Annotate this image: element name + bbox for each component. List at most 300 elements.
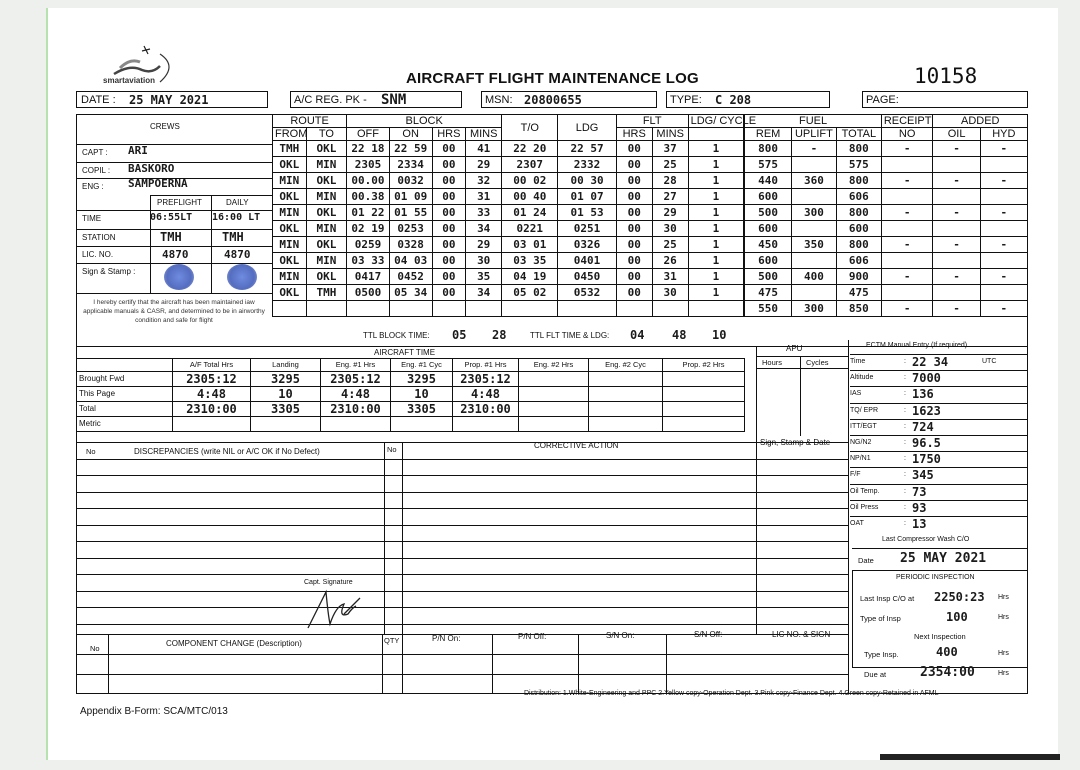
flight-cell-cyc: 1: [688, 269, 744, 285]
eng-label: ENG :: [82, 182, 104, 191]
flight-row: [273, 237, 1028, 253]
last-insp-label: Last Insp C/O at: [860, 594, 915, 603]
ectm-value: 345: [912, 468, 934, 483]
flight-cell-on: 05 34: [389, 285, 432, 301]
hyd-header: HYD: [980, 128, 1027, 141]
flt-mins-header: MINS: [652, 128, 688, 141]
total-header: TOTAL: [836, 128, 881, 141]
flight-cell-hyd: [980, 189, 1027, 205]
flight-cell-to-t: 03 35: [502, 253, 558, 269]
ectm-row: [850, 451, 1028, 467]
flight-cell-mins: 34: [466, 285, 502, 301]
flight-cell-hyd: -: [980, 205, 1027, 221]
ectm-label: Time: [850, 358, 866, 365]
flight-cell-off: 0417: [347, 269, 390, 285]
flight-cell-rem: 575: [744, 157, 791, 173]
flight-cell-rec: -: [881, 301, 933, 317]
cycle-subheader: [688, 128, 744, 141]
flight-cell-from: OKL: [273, 253, 307, 269]
route-header: ROUTE: [273, 115, 347, 128]
last-insp-value: 2250:23: [934, 590, 985, 604]
next-type-unit: Hrs: [998, 650, 1009, 657]
flight-cell-hrs: 00: [432, 173, 466, 189]
flight-cell-rem: 475: [744, 285, 791, 301]
type-box: [666, 91, 830, 108]
ectm-row: [850, 516, 1028, 532]
flight-cell-off: 02 19: [347, 221, 390, 237]
component-no-label: No: [90, 644, 100, 653]
discrepancy-rule-line: [76, 607, 848, 608]
msn-label: MSN:: [485, 94, 513, 106]
aircraft-time-value: 3305: [391, 401, 453, 416]
time-label: TIME: [82, 214, 102, 223]
flight-cell-uplift: 350: [791, 237, 836, 253]
flight-cell-rec: [881, 157, 933, 173]
flight-cell-to: OKL: [306, 269, 346, 285]
flight-cell-flt-mins: 27: [652, 189, 688, 205]
flight-cell-ldg: 00 30: [558, 173, 616, 189]
ttl-block-hrs: 05: [452, 328, 467, 342]
flight-cell-ldg: 2332: [558, 157, 616, 173]
flight-cell-off: 0259: [347, 237, 390, 253]
ectm-value: 1750: [912, 452, 941, 467]
aircraft-time-col-header: Prop. #2 Hrs: [663, 359, 745, 372]
ectm-label: OAT: [850, 520, 864, 527]
flight-cell-from: [273, 301, 307, 317]
ectm-colon: :: [904, 520, 906, 527]
flight-cell-ldg: 0532: [558, 285, 616, 301]
ectm-row: [850, 467, 1028, 483]
aircraft-time-table: [76, 358, 745, 432]
flight-cell-rem: 500: [744, 205, 791, 221]
copil-value: BASKORO: [128, 162, 175, 175]
flight-cell-flt-mins: 37: [652, 141, 688, 157]
flight-cell-flt-hrs: 00: [616, 141, 652, 157]
to-header: T/O: [502, 115, 558, 141]
uplift-header: UPLIFT: [791, 128, 836, 141]
rem-header: REM: [744, 128, 791, 141]
flight-cell-to-t: 22 20: [502, 141, 558, 157]
ectm-value: 724: [912, 419, 934, 434]
aircraft-time-value: [663, 386, 745, 401]
flight-cell-hyd: -: [980, 237, 1027, 253]
type-insp-label: Type of Insp: [860, 614, 901, 623]
flight-cell-off: 00.38: [347, 189, 390, 205]
ectm-label: Altitude: [850, 374, 874, 382]
aircraft-time-value: 10: [391, 386, 453, 401]
flight-cell-on: 04 03: [389, 253, 432, 269]
flight-cell-on: 01 55: [389, 205, 432, 221]
flight-cell-from: OKL: [273, 221, 307, 237]
flight-cell-rec: [881, 253, 933, 269]
flight-cell-from: MIN: [273, 269, 307, 285]
flight-cell-oil: -: [933, 301, 980, 317]
flight-cell-to-t: 00 40: [502, 189, 558, 205]
hrs-header: HRS: [432, 128, 466, 141]
flight-cell-total: 800: [836, 237, 881, 253]
ttl-ldg: 10: [712, 328, 727, 342]
flight-cell-to-t: 01 24: [502, 205, 558, 221]
flight-cell-flt-mins: [652, 301, 688, 317]
flight-cell-hyd: -: [980, 173, 1027, 189]
component-title: COMPONENT CHANGE (Description): [166, 639, 302, 648]
flight-row: [273, 301, 1028, 317]
ectm-label: F/F: [850, 471, 861, 479]
flight-cell-total: 800: [836, 173, 881, 189]
aircraft-time-value: 2305:12: [453, 371, 519, 386]
aircraft-time-value: 2310:00: [321, 401, 391, 416]
capt-value: ARI: [128, 144, 148, 157]
flight-cell-to: MIN: [306, 221, 346, 237]
qty-label: QTY: [384, 636, 400, 645]
brand-name: smartaviation: [103, 76, 156, 85]
flight-cell-flt-mins: 30: [652, 285, 688, 301]
flight-cell-rec: -: [881, 269, 933, 285]
flight-cell-rem: 500: [744, 269, 791, 285]
flight-row: [273, 189, 1028, 205]
ectm-colon: :: [904, 406, 906, 414]
flight-cell-to-t: [502, 301, 558, 317]
ectm-row: [850, 484, 1028, 500]
ectm-value: 7000: [912, 371, 941, 386]
ectm-colon: :: [904, 374, 906, 382]
ectm-label: TQ/ EPR: [850, 406, 879, 414]
aircraft-time-value: 3295: [251, 371, 321, 386]
ectm-value: 96.5: [912, 436, 941, 450]
mins-header: MINS: [466, 128, 502, 141]
flight-cell-total: 575: [836, 157, 881, 173]
flight-cell-from: OKL: [273, 157, 307, 173]
flight-cell-from: TMH: [273, 141, 307, 157]
flight-cell-total: 606: [836, 253, 881, 269]
aircraft-time-value: [663, 401, 745, 416]
reg-label: A/C REG. PK -: [294, 94, 367, 106]
flight-cell-hrs: 00: [432, 189, 466, 205]
aircraft-time-value: [519, 386, 589, 401]
flight-table: [272, 114, 1028, 317]
discrepancy-rule-line: [76, 591, 848, 592]
flight-cell-uplift: [791, 285, 836, 301]
flight-cell-to: [306, 301, 346, 317]
flight-cell-total: 600: [836, 221, 881, 237]
ectm-colon: :: [904, 358, 906, 365]
ectm-title: ECTM Manual Entry (If required): [866, 342, 968, 349]
captain-signature-icon: [300, 584, 370, 634]
aircraft-time-value: [251, 416, 321, 431]
daily-stamp-icon: [227, 264, 257, 290]
flight-row: [273, 205, 1028, 221]
aircraft-time-value: [519, 371, 589, 386]
crews-header: CREWS: [150, 122, 180, 131]
aircraft-time-value: [663, 371, 745, 386]
page-label: PAGE:: [866, 94, 899, 106]
flight-cell-rem: 550: [744, 301, 791, 317]
flight-cell-uplift: [791, 253, 836, 269]
flight-cell-to: MIN: [306, 253, 346, 269]
ectm-colon: :: [904, 503, 906, 511]
flight-cell-to: TMH: [306, 285, 346, 301]
flight-row: [273, 221, 1028, 237]
flight-cell-flt-hrs: 00: [616, 189, 652, 205]
ectm-value: 93: [912, 500, 927, 515]
ttl-flt-mins: 48: [672, 328, 687, 342]
flight-cell-oil: -: [933, 173, 980, 189]
aircraft-time-row-label: This Page: [77, 386, 173, 401]
flight-cell-flt-hrs: 00: [616, 205, 652, 221]
flt-header: FLT: [616, 115, 688, 128]
daily-station: TMH: [222, 230, 244, 244]
aircraft-time-value: [589, 401, 663, 416]
flight-cell-uplift: [791, 157, 836, 173]
preflight-stamp-icon: [164, 264, 194, 290]
flight-cell-oil: [933, 285, 980, 301]
flight-cell-hrs: 00: [432, 237, 466, 253]
flight-cell-to-t: 0221: [502, 221, 558, 237]
flight-cell-uplift: [791, 221, 836, 237]
reg-box: [290, 91, 462, 108]
flight-cell-mins: 33: [466, 205, 502, 221]
flight-cell-hyd: [980, 285, 1027, 301]
discrepancy-rule-line: [76, 475, 848, 476]
ectm-row: [850, 500, 1028, 516]
flight-cell-ldg: 0401: [558, 253, 616, 269]
next-type-value: 400: [936, 645, 958, 659]
flight-row: [273, 285, 1028, 301]
reg-value: SNM: [381, 92, 407, 108]
flight-cell-hyd: [980, 157, 1027, 173]
to-route-header: TO: [306, 128, 346, 141]
flight-cell-ldg: 01 53: [558, 205, 616, 221]
block-header: BLOCK: [347, 115, 502, 128]
flight-cell-rec: [881, 221, 933, 237]
discrepancy-rule-line: [76, 508, 848, 509]
flight-cell-rec: -: [881, 237, 933, 253]
ectm-colon: :: [904, 439, 906, 446]
aircraft-time-col-header: Landing: [251, 359, 321, 372]
ectm-label: NG/N2: [850, 439, 872, 446]
flight-cell-rec: -: [881, 205, 933, 221]
flight-cell-hrs: 00: [432, 285, 466, 301]
flight-row: [273, 173, 1028, 189]
flight-cell-hrs: [432, 301, 466, 317]
flight-cell-uplift: 360: [791, 173, 836, 189]
flight-cell-hrs: 00: [432, 157, 466, 173]
flight-cell-from: OKL: [273, 285, 307, 301]
ectm-colon: :: [904, 455, 906, 463]
aircraft-time-corner: [77, 359, 173, 372]
discrepancy-title: DISCREPANCIES (write NIL or A/C OK if No Defect): [134, 447, 320, 456]
aircraft-time-value: [589, 371, 663, 386]
corrective-no-label: No: [387, 445, 397, 454]
ectm-row: [850, 435, 1028, 451]
flight-cell-to-t: 2307: [502, 157, 558, 173]
distribution-note: Distribution: 1.White-Engineering and PPC 2.Yellow copy-Operation Dept. 3.Pink copy-Finance Dept. 4.Green copy-Retained in AFML: [524, 690, 939, 697]
aircraft-time-value: 4:48: [321, 386, 391, 401]
preflight-label: PREFLIGHT: [157, 198, 202, 207]
flight-cell-total: 800: [836, 141, 881, 157]
flight-row: [273, 157, 1028, 173]
flight-cell-cyc: 1: [688, 221, 744, 237]
flight-cell-to: MIN: [306, 189, 346, 205]
discrepancy-rule-line: [76, 459, 848, 460]
flight-cell-ldg: 01 07: [558, 189, 616, 205]
ectm-label: Oil Temp.: [850, 487, 880, 495]
aircraft-time-row-label: Total: [77, 401, 173, 416]
flight-cell-oil: -: [933, 205, 980, 221]
ttl-block-label: TTL BLOCK TIME:: [363, 331, 430, 340]
msn-value: 20800655: [524, 93, 582, 107]
flight-cell-total: 606: [836, 189, 881, 205]
flight-cell-oil: -: [933, 141, 980, 157]
discrepancy-rule-line: [76, 558, 848, 559]
aircraft-time-value: [589, 416, 663, 431]
flight-cell-flt-mins: 25: [652, 237, 688, 253]
ldg-cycle-header: LDG/ CYCLE: [688, 115, 744, 128]
flight-cell-to-t: 05 02: [502, 285, 558, 301]
flight-cell-oil: -: [933, 269, 980, 285]
aircraft-time-value: 3295: [391, 371, 453, 386]
flight-cell-flt-mins: 28: [652, 173, 688, 189]
off-header: OFF: [347, 128, 390, 141]
ectm-value: 73: [912, 484, 927, 499]
scan-edge: [880, 754, 1060, 760]
flight-cell-from: MIN: [273, 173, 307, 189]
flight-cell-rem: 450: [744, 237, 791, 253]
flight-cell-from: OKL: [273, 189, 307, 205]
ectm-row: [850, 354, 1028, 370]
aircraft-time-value: 2305:12: [321, 371, 391, 386]
eng-value: SAMPOERNA: [128, 177, 188, 190]
periodic-title: PERIODIC INSPECTION: [896, 574, 975, 581]
flight-cell-ldg: 22 57: [558, 141, 616, 157]
flight-cell-flt-mins: 30: [652, 221, 688, 237]
preflight-station: TMH: [160, 230, 182, 244]
flight-cell-to: OKL: [306, 173, 346, 189]
flight-cell-off: 01 22: [347, 205, 390, 221]
aircraft-time-col-header: Eng. #2 Hrs: [519, 359, 589, 372]
pn-on-label: P/N On:: [432, 634, 461, 643]
daily-lic: 4870: [224, 248, 251, 261]
aircraft-time-row: [77, 371, 745, 386]
ectm-value: 22 34: [912, 355, 949, 369]
aircraft-time-row-label: Metric: [77, 416, 173, 431]
ectm-label: ITT/EGT: [850, 422, 877, 430]
flight-cell-hrs: 00: [432, 221, 466, 237]
aircraft-time-value: 3305: [251, 401, 321, 416]
ectm-row: [850, 370, 1028, 386]
flight-cell-on: [389, 301, 432, 317]
flight-cell-to: MIN: [306, 157, 346, 173]
aircraft-time-value: [589, 386, 663, 401]
flight-cell-ldg: 0251: [558, 221, 616, 237]
page-box: [862, 91, 1028, 108]
wash-date-value: 25 MAY 2021: [900, 551, 987, 566]
discrepancy-rule-line: [76, 574, 848, 575]
discrepancy-rule-line: [76, 525, 848, 526]
last-insp-unit: Hrs: [998, 594, 1009, 601]
flight-cell-hyd: -: [980, 301, 1027, 317]
apu-title: APU: [786, 344, 803, 353]
certification-statement: I hereby certify that the aircraft has been maintained iaw applicable manuals & CASR, and determined to be in airworthy condition and safe for flight: [83, 299, 265, 324]
flight-row: [273, 141, 1028, 157]
flight-cell-oil: -: [933, 237, 980, 253]
aircraft-time-value: [519, 401, 589, 416]
date-value: 25 MAY 2021: [129, 93, 209, 107]
flight-cell-oil: [933, 221, 980, 237]
flight-row: [273, 269, 1028, 285]
flight-cell-mins: 29: [466, 237, 502, 253]
flight-cell-hyd: [980, 253, 1027, 269]
sn-on-label: S/N On:: [606, 631, 635, 640]
sn-off-label: S/N Off:: [694, 630, 723, 639]
flight-cell-oil: [933, 253, 980, 269]
ttl-flt-hrs: 04: [630, 328, 645, 342]
sign-stamp-label: Sign & Stamp :: [82, 267, 136, 276]
ttl-block-mins: 28: [492, 328, 507, 342]
flight-cell-on: 0452: [389, 269, 432, 285]
flight-cell-cyc: 1: [688, 205, 744, 221]
flight-cell-flt-hrs: 00: [616, 157, 652, 173]
flight-cell-on: 0328: [389, 237, 432, 253]
aircraft-time-row: [77, 386, 745, 401]
flight-cell-cyc: 1: [688, 237, 744, 253]
flt-hrs-header: HRS: [616, 128, 652, 141]
daily-time: 16:00 LT: [212, 212, 261, 223]
flight-cell-flt-hrs: 00: [616, 285, 652, 301]
preflight-time: 06:55LT: [150, 212, 193, 223]
pn-off-label: P/N Off:: [518, 632, 547, 641]
flight-cell-hrs: 00: [432, 205, 466, 221]
aircraft-time-value: [663, 416, 745, 431]
due-label: Due at: [864, 670, 887, 679]
flight-row: [273, 253, 1028, 269]
flight-cell-cyc: 1: [688, 189, 744, 205]
ectm-row: [850, 386, 1028, 402]
flight-cell-flt-hrs: 00: [616, 173, 652, 189]
flight-cell-rec: -: [881, 141, 933, 157]
ttl-flt-label: TTL FLT TIME & LDG:: [530, 331, 610, 340]
receipt-header: RECEIPT: [881, 115, 933, 128]
copil-label: COPIL :: [82, 166, 111, 175]
from-header: FROM: [273, 128, 307, 141]
due-unit: Hrs: [998, 670, 1009, 677]
flight-cell-to-t: 03 01: [502, 237, 558, 253]
date-label: DATE :: [81, 94, 116, 106]
flight-cell-mins: 30: [466, 253, 502, 269]
flight-cell-cyc: 1: [688, 141, 744, 157]
form-title: AIRCRAFT FLIGHT MAINTENANCE LOG: [406, 70, 699, 87]
ectm-colon: :: [904, 422, 906, 430]
aircraft-time-value: [321, 416, 391, 431]
flight-cell-total: 475: [836, 285, 881, 301]
discrepancy-no-label: No: [86, 447, 96, 456]
flight-cell-rec: -: [881, 173, 933, 189]
flight-cell-on: 01 09: [389, 189, 432, 205]
flight-cell-uplift: [791, 189, 836, 205]
aircraft-time-value: 2305:12: [173, 371, 251, 386]
corrective-action-title: CORRECTIVE ACTION: [534, 441, 619, 450]
aircraft-time-value: 2310:00: [453, 401, 519, 416]
appendix-label: Appendix B-Form: SCA/MTC/013: [80, 706, 228, 717]
aircraft-time-value: 10: [251, 386, 321, 401]
date-box: [76, 91, 268, 108]
next-type-label: Type Insp.: [864, 650, 899, 659]
oil-header: OIL: [933, 128, 980, 141]
flight-cell-rem: 440: [744, 173, 791, 189]
flight-cell-off: 03 33: [347, 253, 390, 269]
flight-cell-flt-mins: 29: [652, 205, 688, 221]
flight-cell-hyd: -: [980, 269, 1027, 285]
